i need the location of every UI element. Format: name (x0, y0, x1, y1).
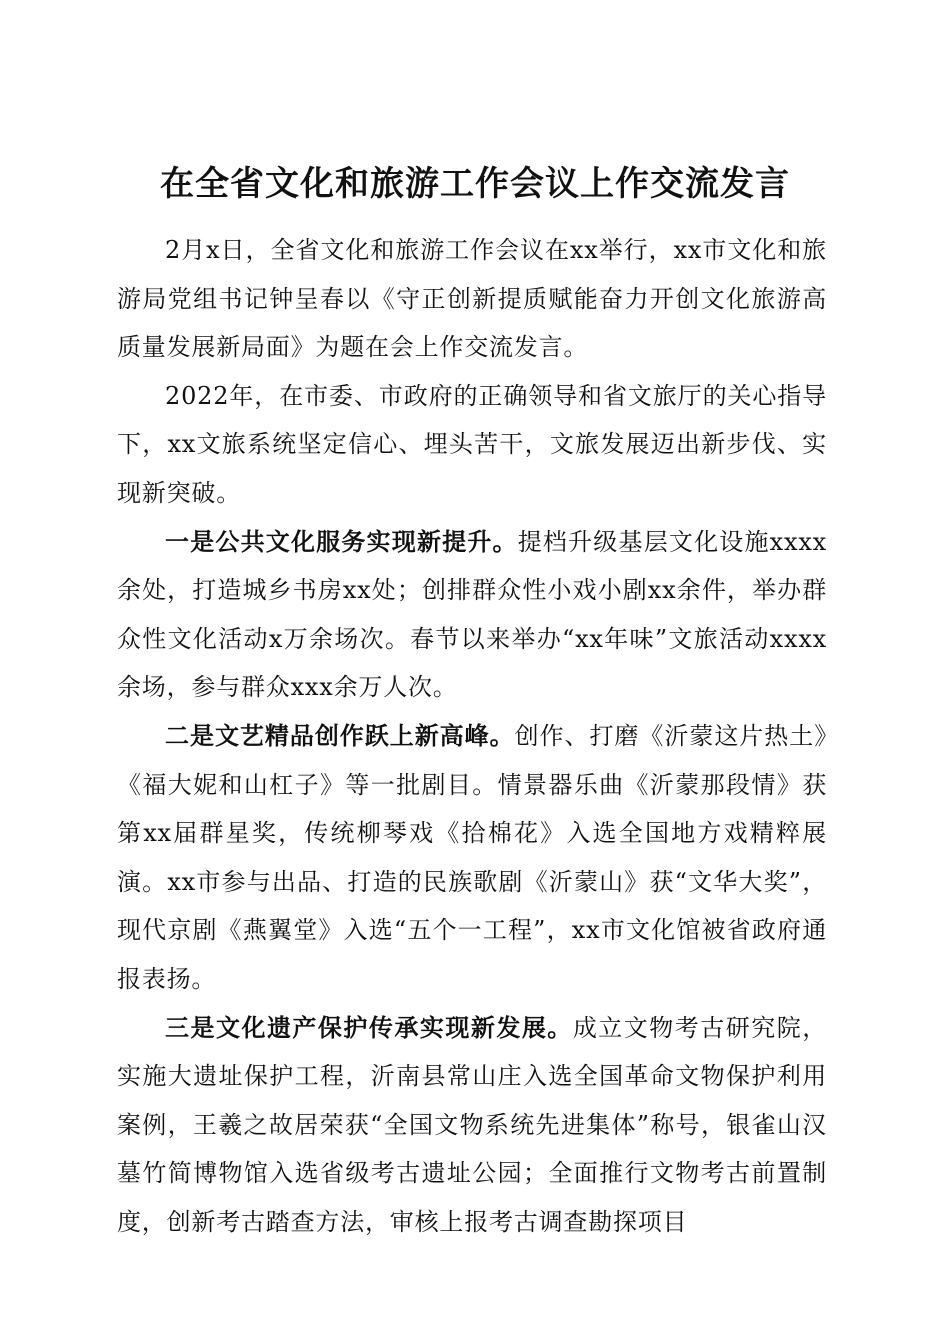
paragraph-2-text: 2022年，在市委、市政府的正确领导和省文旅厅的关心指导下，xx文旅系统坚定信心、埋头苦干，文旅发展迈出新步伐、实现新突破。 (117, 381, 827, 507)
document-body (117, 226, 827, 1246)
paragraph-5-text: 成立文物考古研究院，实施大遗址保护工程，沂南县常山庄入选全国革命文物保护利用案例，王羲之故居荣获“全国文物系统先进集体”称号，银雀山汉墓竹简博物馆入选省级考古遗址公园；全面推行文物考古前置制度，创新考古踏查方法，审核上报考古调查勘探项目 (117, 1013, 827, 1236)
document-title: 在全省文化和旅游工作会议上作交流发言 (160, 163, 790, 204)
paragraph-5 (117, 1004, 827, 1247)
paragraph-3-text: 提档升级基层文化设施xxxx余处，打造城乡书房xx处；创排群众性小戏小剧xx余件，举办群众性文化活动x万余场次。春节以来举办“xx年味”文旅活动xxxx余场，参与群众xxx余万人次。 (117, 527, 827, 702)
paragraph-3 (117, 518, 827, 712)
paragraph-1 (117, 226, 827, 372)
paragraph-4-text: 创作、打磨《沂蒙这片热土》《福大妮和山杠子》等一批剧目。情景器乐曲《沂蒙那段情》获第xx届群星奖，传统柳琴戏《拾棉花》入选全国地方戏精粹展演。xx市参与出品、打造的民族歌剧《沂蒙山》获“文华大奖”，现代京剧《燕翼堂》入选“五个一工程”，xx市文化馆被省政府通报表扬。 (117, 721, 828, 993)
paragraph-3-lead: 一是公共文化服务实现新提升。 (165, 526, 518, 556)
paragraph-2 (117, 372, 827, 518)
paragraph-5-lead: 三是文化遗产保护传承实现新发展。 (165, 1012, 573, 1042)
paragraph-1-text: 2月x日，全省文化和旅游工作会议在xx举行，xx市文化和旅游局党组书记钟呈春以《守正创新提质赋能奋力开创文化旅游高质量发展新局面》为题在会上作交流发言。 (117, 236, 827, 362)
paragraph-4 (117, 712, 827, 1004)
paragraph-4-lead: 二是文艺精品创作跃上新高峰。 (165, 720, 515, 750)
